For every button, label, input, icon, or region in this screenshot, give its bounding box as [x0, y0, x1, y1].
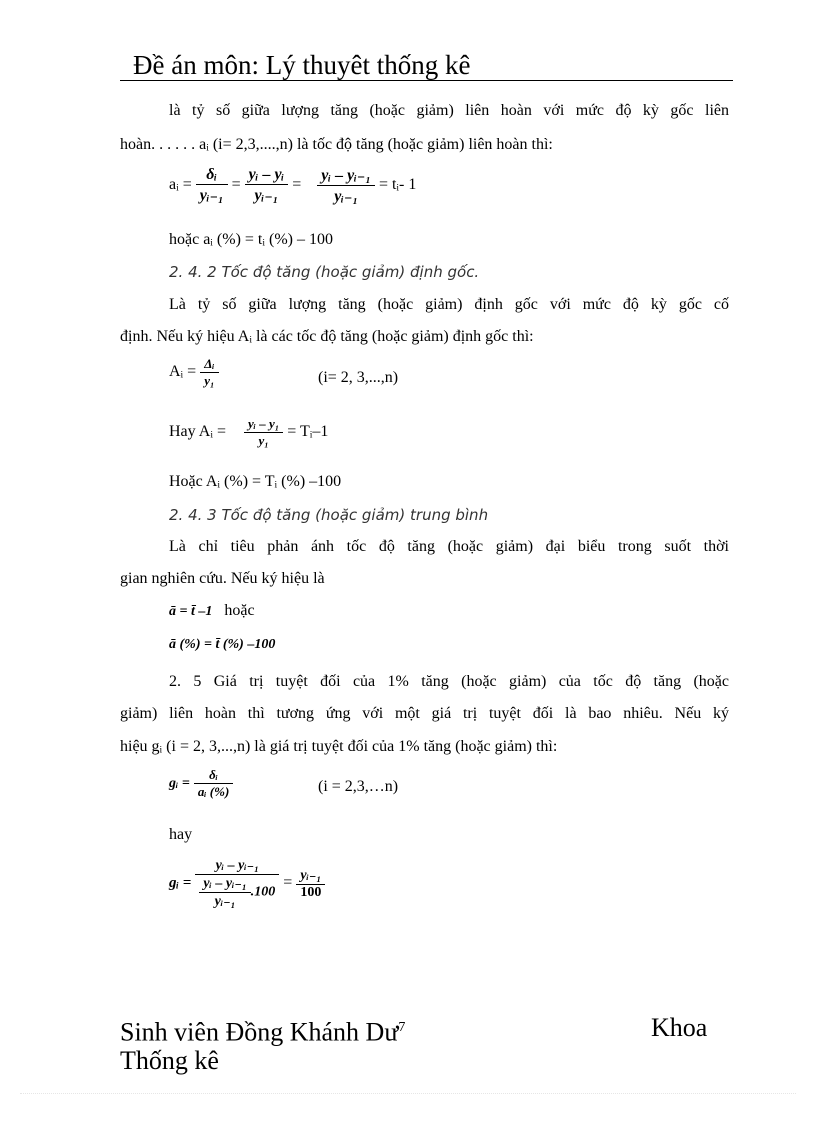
eq1-fraction-3: [317, 165, 375, 206]
equation-7: [169, 857, 325, 910]
eq2-condition: (i= 2, 3,...,n): [318, 369, 399, 386]
footer-page-number: 7: [398, 1020, 406, 1035]
eq7-result-numerator: yᵢ₋₁: [300, 867, 322, 883]
equation-3: [169, 416, 328, 449]
eq4-word: hoặc: [224, 602, 255, 619]
eq3-lhs: Hay Aᵢ =: [169, 423, 226, 441]
footer-department-line-2: Thống kê: [120, 1046, 219, 1075]
eq7-fraction: [195, 857, 279, 910]
eq3-denominator: y₁: [244, 432, 283, 449]
eq1-equals: =: [231, 176, 241, 194]
eq3-rhs: = Tᵢ–1: [287, 423, 329, 441]
equation-4: [169, 602, 255, 620]
eq7-multiplier: .100: [250, 884, 276, 900]
body-line-6: Hoặc Aᵢ (%) = Tᵢ (%) –100: [169, 473, 342, 490]
eq1-equals-2: =: [292, 176, 302, 194]
eq7-denominator: [195, 874, 279, 910]
body-line-9: 2. 5 Giá trị tuyệt đối của 1% tăng (hoặc giảm) của tốc độ tăng (hoặc: [169, 673, 729, 690]
eq6-condition: (i = 2,3,…n): [318, 778, 399, 795]
eq7-lhs: gᵢ =: [169, 875, 192, 891]
eq2-lhs: Aᵢ =: [169, 363, 197, 381]
body-line-11: hiệu gᵢ (i = 2, 3,...,n) là giá trị tuyệt đối của 1% tăng (hoặc giảm) thì:: [120, 738, 558, 755]
header-rule: [120, 80, 733, 81]
equation-5: ā (%) = t̄ (%) –100: [169, 637, 276, 652]
eq6-numerator: δᵢ: [209, 767, 219, 782]
body-line-5: định. Nếu ký hiệu Aᵢ là các tốc độ tăng (hoặc giảm) định gốc thì:: [120, 328, 534, 345]
body-line-8: gian nghiên cứu. Nếu ký hiệu là: [120, 570, 325, 587]
body-line-1: là tỷ số giữa lượng tăng (hoặc giảm) liên hoàn với mức độ kỳ gốc liên: [169, 102, 729, 119]
eq6-denominator: aᵢ (%): [194, 783, 233, 800]
eq1-f3-numerator: yᵢ – yᵢ₋₁: [321, 167, 371, 184]
eq2-fraction: [200, 356, 218, 389]
eq7-numerator: yᵢ – yᵢ₋₁: [215, 858, 260, 873]
page-header-title: Đề án môn: Lý thuyêt thống kê: [133, 50, 471, 80]
eq1-f2-denominator: yᵢ₋₁: [245, 184, 289, 205]
eq7-inner-fraction: [199, 875, 250, 910]
eq2-denominator: y₁: [200, 372, 218, 389]
eq1-fraction-2: [245, 166, 289, 205]
eq1-f2-numerator: yᵢ – yᵢ: [248, 166, 285, 183]
body-line-12: hay: [169, 826, 193, 843]
body-line-2: hoàn. . . . . . aᵢ (i= 2,3,....,n) là tốc độ tăng (hoặc giảm) liên hoàn thì:: [120, 136, 553, 153]
equation-2: [169, 356, 219, 389]
eq7-inner-denominator: yᵢ₋₁: [199, 892, 250, 910]
eq7-equals: =: [283, 874, 293, 892]
eq7-result-fraction: [296, 867, 325, 901]
page-bottom-divider: [20, 1093, 796, 1094]
eq7-result-denominator: 100: [296, 884, 325, 901]
footer-student-name: [120, 1012, 405, 1049]
equation-6: [169, 767, 233, 800]
eq1-rhs: = tᵢ- 1: [378, 176, 417, 194]
body-line-3: hoặc aᵢ (%) = tᵢ (%) – 100: [169, 231, 333, 248]
section-heading-2-4-3: 2. 4. 3 Tốc độ tăng (hoặc giảm) trung bình: [169, 506, 489, 524]
eq7-inner-numerator: yᵢ – yᵢ₋₁: [203, 876, 247, 891]
eq2-numerator: Δᵢ: [204, 356, 215, 371]
eq1-f3-denominator: yᵢ₋₁: [317, 185, 375, 206]
eq1-lhs: aᵢ =: [169, 176, 192, 194]
eq6-fraction: [194, 767, 233, 800]
eq1-fraction-1: [196, 166, 228, 205]
footer-department: Khoa: [651, 1013, 708, 1042]
section-heading-2-4-2: 2. 4. 2 Tốc độ tăng (hoặc giảm) định gốc.: [169, 263, 480, 281]
eq4-formula: ā = t̄ –1: [169, 604, 213, 619]
body-line-10: giảm) liên hoàn thì tương ứng với một giá trị tuyệt đối là bao nhiêu. Nếu ký: [120, 705, 729, 722]
body-line-4: Là tỷ số giữa lượng tăng (hoặc giảm) định gốc với mức độ kỳ gốc cố: [169, 296, 729, 313]
eq3-fraction: [244, 416, 283, 449]
eq1-f1-numerator: δᵢ: [206, 166, 218, 183]
eq6-lhs: gᵢ =: [169, 776, 190, 792]
eq3-numerator: yᵢ – y₁: [247, 416, 280, 431]
eq1-f1-denominator: yᵢ₋₁: [196, 184, 228, 205]
equation-1: [169, 165, 416, 206]
body-line-7: Là chỉ tiêu phản ánh tốc độ tăng (hoặc giảm) đại biểu trong suốt thời: [169, 538, 729, 555]
footer-name-text: Sinh viên Đồng Khánh Dư: [120, 1017, 399, 1047]
